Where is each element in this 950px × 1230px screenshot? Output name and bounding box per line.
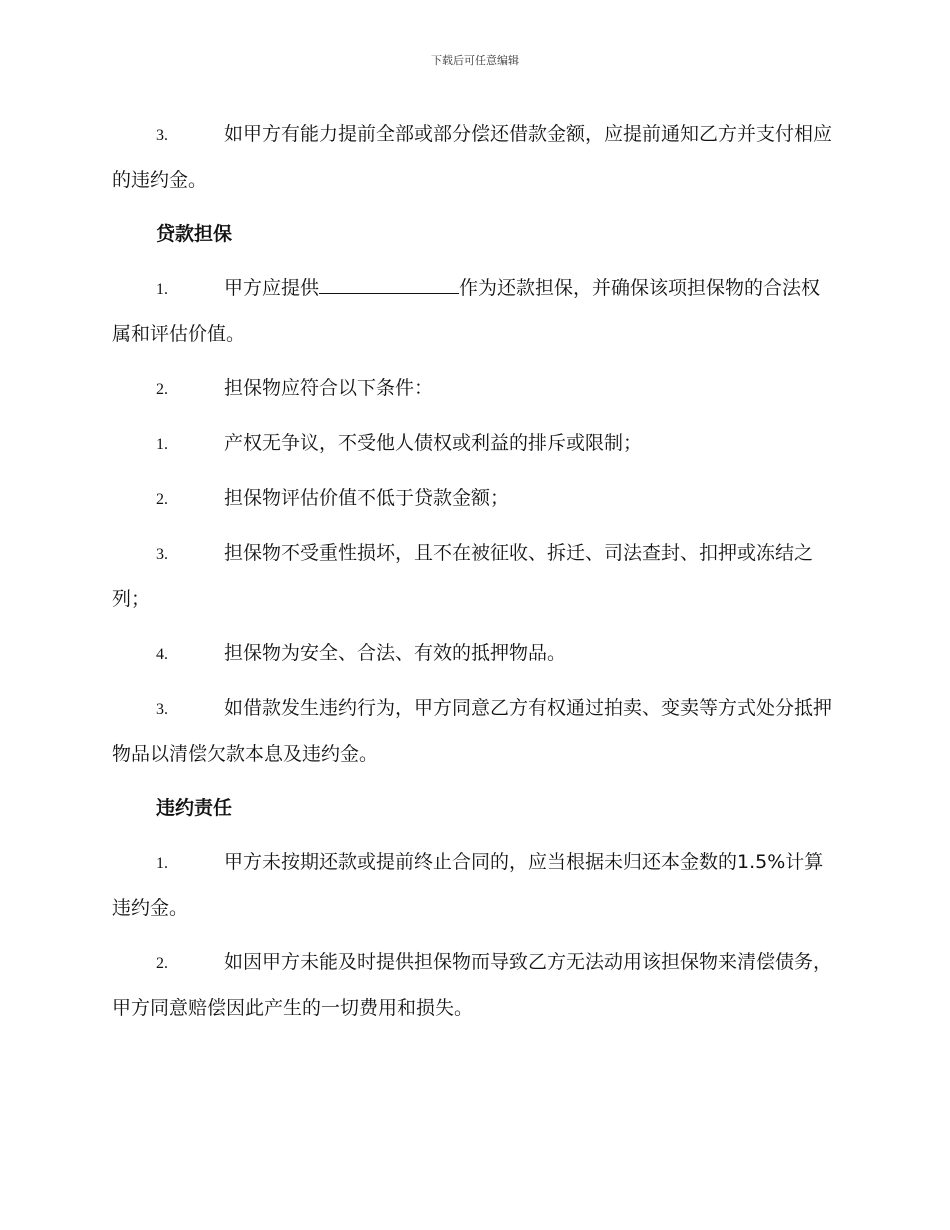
page-header: 下载后可任意编辑 xyxy=(431,54,519,67)
fill-in-blank xyxy=(319,273,459,294)
clause-number: 4. xyxy=(156,646,168,663)
clause-number: 1. xyxy=(156,281,168,298)
clause-number: 1. xyxy=(156,855,168,872)
document-body xyxy=(112,112,834,1040)
condition-item xyxy=(112,476,834,522)
clause-number: 2. xyxy=(156,491,168,508)
clause-collateral-provision xyxy=(112,266,834,357)
clause-compensation xyxy=(112,940,834,1031)
clause-text: 担保物应符合以下条件： xyxy=(224,377,434,399)
clause-text: 产权无争议，不受他人债权或利益的排斥或限制； xyxy=(224,432,643,454)
clause-text: 担保物评估价值不低于贷款金额； xyxy=(224,487,510,509)
clause-number: 2. xyxy=(156,381,168,398)
clause-text: 担保物为安全、合法、有效的抵押物品。 xyxy=(224,642,567,664)
clause-number: 3. xyxy=(156,701,168,718)
section-heading-liability: 违约责任 xyxy=(156,797,233,819)
clause-number: 2. xyxy=(156,955,168,972)
condition-item xyxy=(112,631,834,677)
clause-late-payment xyxy=(112,840,834,931)
clause-number: 3. xyxy=(156,127,168,144)
clause-prepayment xyxy=(112,112,834,203)
clause-number: 3. xyxy=(156,546,168,563)
section-heading-guarantee: 贷款担保 xyxy=(156,223,233,245)
condition-item xyxy=(112,421,834,467)
clause-collateral-conditions xyxy=(112,366,834,412)
clause-text: 担保物不受重性损坏，且不在被征收、拆迁、司法查封、扣押或冻结之列； xyxy=(112,542,814,610)
condition-item xyxy=(112,531,834,622)
clause-text: 甲方未按期还款或提前终止合同的，应当根据未归还本金数的1.5%计算违约金。 xyxy=(112,851,824,919)
clause-default-disposal xyxy=(112,686,834,777)
clause-text-before-blank: 甲方应提供 xyxy=(224,277,320,299)
clause-number: 1. xyxy=(156,436,168,453)
clause-text: 如因甲方未能及时提供担保物而导致乙方无法动用该担保物来清偿债务，甲方同意赔偿因此产生的一切费用和损失。 xyxy=(112,951,833,1019)
clause-text: 如借款发生违约行为，甲方同意乙方有权通过拍卖、变卖等方式处分抵押物品以清偿欠款本息及违约金。 xyxy=(112,697,833,765)
clause-text-after-blank: 作为还款担保，并确保该项担保物的合法权属和评估价值。 xyxy=(112,277,821,345)
clause-text: 如甲方有能力提前全部或部分偿还借款金额，应提前通知乙方并支付相应的违约金。 xyxy=(112,123,833,191)
